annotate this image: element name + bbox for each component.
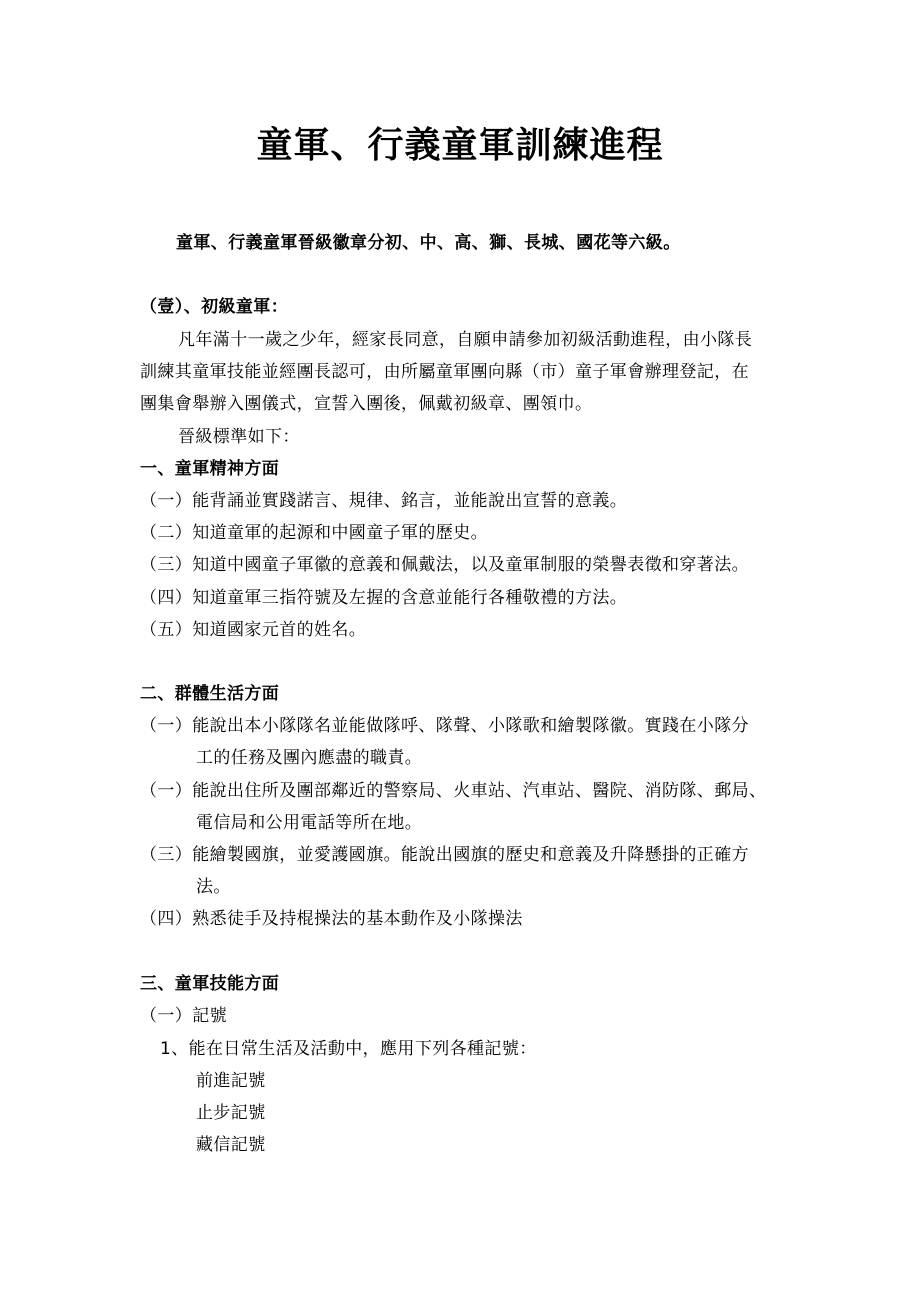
paragraph-line: 凡年滿十一歲之少年，經家長同意，自願申請參加初級活動進程，由小隊長 — [178, 330, 753, 350]
list-item: （一）能背誦並實踐諾言、規律、銘言，並能說出宣誓的意義。 — [140, 491, 628, 511]
paragraph-line: 訓練其童軍技能並經團長認可，由所屬童軍團向縣（市）童子軍會辦理登記，在 — [140, 362, 749, 382]
list-item: （四）知道童軍三指符號及左握的含意並能行各種敬禮的方法。 — [140, 588, 628, 608]
sign-item: 前進記號 — [196, 1071, 266, 1091]
list-item: （二）知道童軍的起源和中國童子軍的歷史。 — [140, 523, 488, 543]
list-item: （三）能繪製國旗，並愛護國旗。能說出國旗的歷史和意義及升降懸掛的正確方 — [140, 845, 749, 865]
sign-item: 藏信記號 — [196, 1135, 266, 1155]
paragraph-line: 團集會舉辦入團儀式，宣誓入團後，佩戴初級章、團領巾。 — [140, 394, 593, 414]
list-item-continuation: 法。 — [196, 877, 231, 897]
list-item: （一）能說出住所及團部鄰近的警察局、火車站、汽車站、醫院、消防隊、郵局、 — [140, 781, 767, 801]
list-item-continuation: 電信局和公用電話等所在地。 — [196, 813, 423, 833]
section-1-heading: （壹）、初級童軍： — [140, 297, 289, 317]
document-title: 童軍、行義童軍訓練進程 — [256, 125, 664, 166]
list-item: （一）能說出本小隊隊名並能做隊呼、隊聲、小隊歌和繪製隊徽。實踐在小隊分 — [140, 716, 749, 736]
part-1-heading: 一、童軍精神方面 — [140, 459, 280, 479]
sub-heading: （一）記號 — [140, 1006, 227, 1026]
list-item: （四）熟悉徒手及持棍操法的基本動作及小隊操法 — [140, 909, 523, 929]
sign-item: 止步記號 — [196, 1103, 266, 1123]
list-item: （五）知道國家元首的姓名。 — [140, 620, 367, 640]
part-2-heading: 二、群體生活方面 — [140, 684, 280, 704]
list-item-continuation: 工的任務及團內應盡的職責。 — [196, 748, 423, 768]
list-item: （三）知道中國童子軍徽的意義和佩戴法，以及童軍制服的榮譽表徵和穿著法。 — [140, 555, 749, 575]
part-3-heading: 三、童軍技能方面 — [140, 974, 280, 994]
criteria-label: 晉級標準如下： — [178, 427, 300, 447]
list-item: 1、能在日常生活及活動中，應用下列各種記號： — [160, 1039, 537, 1059]
intro-text: 童軍、行義童軍晉級徽章分初、中、高、獅、長城、國花等六級。 — [176, 233, 681, 253]
